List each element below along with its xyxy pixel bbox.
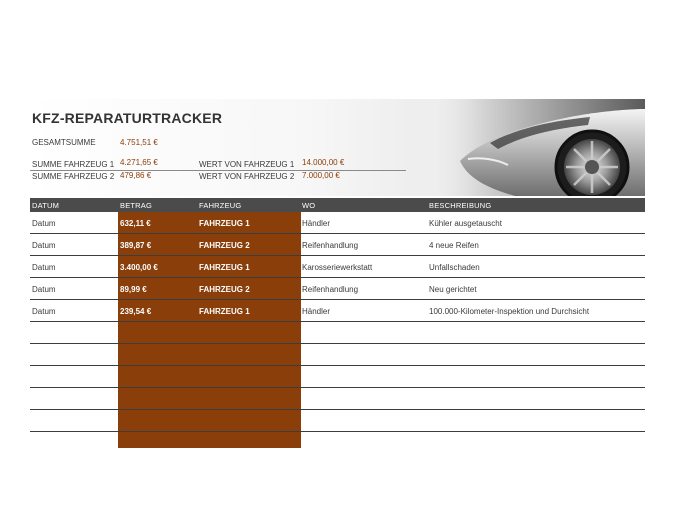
cell-datum[interactable]: Datum bbox=[32, 307, 56, 316]
cell-fahrzeug[interactable]: FAHRZEUG 1 bbox=[199, 219, 250, 228]
summary-divider bbox=[30, 170, 406, 171]
cell-wo[interactable]: Reifenhandlung bbox=[302, 285, 359, 294]
cell-wo[interactable]: Händler bbox=[302, 219, 331, 228]
cell-betrag[interactable]: 389,87 € bbox=[120, 241, 152, 250]
cell-betrag[interactable]: 89,99 € bbox=[120, 285, 147, 294]
cell-fahrzeug[interactable]: FAHRZEUG 1 bbox=[199, 263, 250, 272]
cell-wo[interactable]: Karosseriewerkstatt bbox=[302, 263, 373, 272]
cell-betrag[interactable]: 239,54 € bbox=[120, 307, 152, 316]
table-row bbox=[30, 256, 645, 278]
header-fahrzeug[interactable]: FAHRZEUG bbox=[199, 201, 242, 210]
table-row-empty[interactable] bbox=[30, 432, 645, 448]
cell-fahrzeug[interactable]: FAHRZEUG 1 bbox=[199, 307, 250, 316]
table-row bbox=[30, 300, 645, 322]
value-car2-label: WERT VON FAHRZEUG 2 bbox=[199, 172, 295, 181]
header-banner bbox=[30, 99, 645, 196]
cell-beschreibung[interactable]: Kühler ausgetauscht bbox=[429, 219, 502, 228]
table-row bbox=[30, 278, 645, 300]
header-datum[interactable]: DATUM bbox=[32, 201, 60, 210]
sum-car2-value[interactable]: 479,86 € bbox=[120, 171, 152, 180]
car-wheel-image bbox=[420, 99, 645, 196]
cell-betrag[interactable]: 3.400,00 € bbox=[120, 263, 158, 272]
cell-wo[interactable]: Reifenhandlung bbox=[302, 241, 359, 250]
page-title: KFZ-REPARATURTRACKER bbox=[32, 110, 223, 126]
table-row-empty[interactable] bbox=[30, 410, 645, 432]
value-car1-value[interactable]: 14.000,00 € bbox=[302, 158, 345, 167]
header-beschreibung[interactable]: BESCHREIBUNG bbox=[429, 201, 492, 210]
cell-fahrzeug[interactable]: FAHRZEUG 2 bbox=[199, 285, 250, 294]
table-row-empty[interactable] bbox=[30, 322, 645, 344]
sum-car1-label: SUMME FAHRZEUG 1 bbox=[32, 160, 115, 169]
header-betrag[interactable]: BETRAG bbox=[120, 201, 153, 210]
table-row bbox=[30, 234, 645, 256]
total-label: GESAMTSUMME bbox=[32, 138, 96, 147]
cell-datum[interactable]: Datum bbox=[32, 219, 56, 228]
cell-betrag[interactable]: 632,11 € bbox=[120, 219, 151, 228]
table-row-empty[interactable] bbox=[30, 344, 645, 366]
sum-car1-value[interactable]: 4.271,65 € bbox=[120, 158, 158, 167]
cell-wo[interactable]: Händler bbox=[302, 307, 331, 316]
cell-beschreibung[interactable]: Unfallschaden bbox=[429, 263, 480, 272]
table-row-empty[interactable] bbox=[30, 366, 645, 388]
total-value[interactable]: 4.751,51 € bbox=[120, 138, 158, 147]
cell-fahrzeug[interactable]: FAHRZEUG 2 bbox=[199, 241, 250, 250]
table-row bbox=[30, 212, 645, 234]
cell-datum[interactable]: Datum bbox=[32, 241, 56, 250]
table-row-empty[interactable] bbox=[30, 388, 645, 410]
value-car2-value[interactable]: 7.000,00 € bbox=[302, 171, 340, 180]
cell-beschreibung[interactable]: Neu gerichtet bbox=[429, 285, 477, 294]
sum-car2-label: SUMME FAHRZEUG 2 bbox=[32, 172, 115, 181]
cell-datum[interactable]: Datum bbox=[32, 285, 56, 294]
cell-beschreibung[interactable]: 4 neue Reifen bbox=[429, 241, 479, 250]
table-header bbox=[30, 198, 645, 212]
header-wo[interactable]: WO bbox=[302, 201, 316, 210]
value-car1-label: WERT VON FAHRZEUG 1 bbox=[199, 160, 295, 169]
cell-beschreibung[interactable]: 100.000-Kilometer-Inspektion und Durchsicht bbox=[429, 307, 590, 316]
cell-datum[interactable]: Datum bbox=[32, 263, 56, 272]
